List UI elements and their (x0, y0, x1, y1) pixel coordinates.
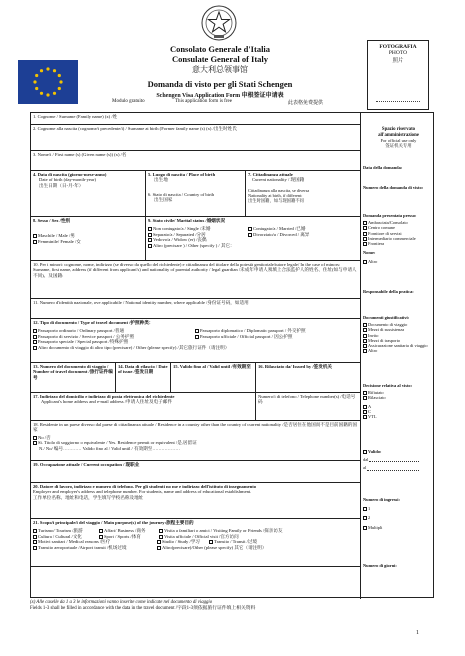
doc-insurance-label: Assicurazione sanitaria di viaggio (368, 343, 428, 349)
field-nat-birth-zh: 出生时国籍，如与现国籍不同 (248, 198, 304, 203)
entries-multiple-label: Multipli (368, 524, 383, 530)
field-cob-zh: 出生国家 (154, 197, 173, 203)
valid-from-label: dal (363, 457, 369, 463)
purpose-tourism-label: Turismo/ Tourism /旅游 (38, 528, 83, 534)
field-pob-label: 5. Luogo di nascita / Place of birth (148, 172, 216, 177)
doc-invitation-label: Invito (368, 332, 379, 338)
decision-a-label: A (368, 403, 372, 409)
purpose-business-checkbox[interactable] (99, 529, 103, 533)
field-date-of-issue-label: 14. Data di rilascio / Date of issue /签发日期 (118, 364, 168, 375)
field-telephone[interactable] (256, 393, 360, 421)
consulate-name-it: Consolato Generale d'Italia (169, 44, 271, 54)
official-decision-label: Decisione relativa al visto: (363, 383, 413, 388)
purpose-other-checkbox[interactable] (157, 546, 161, 550)
photo-label-en: PHOTO (388, 50, 408, 56)
marital-divorced-checkbox[interactable] (248, 233, 252, 237)
photo-box[interactable] (367, 40, 429, 110)
decision-refused-label: Rifiutato (368, 390, 384, 396)
sex-male-label: Maschile / Male /男 (38, 233, 75, 239)
doc-diplomatic-checkbox[interactable] (195, 329, 199, 333)
lodged-common-centre-label: Centro comune (368, 225, 395, 231)
lodged-name-label: Nome: (363, 250, 376, 256)
field-home-address-sub: Applicant's home address and e-mail address /申请人住址及电子邮件 (41, 399, 172, 405)
field-cob-label: 6. Stato di nascita / Country of birth (148, 191, 215, 197)
purpose-airport-transit-checkbox[interactable] (33, 546, 37, 550)
field-nat-birth-label: Cittadinanza alla nascita, se diversa (248, 187, 310, 193)
sex-male-checkbox[interactable] (33, 234, 37, 238)
eu-flag-icon (18, 60, 78, 104)
field-issued-by[interactable] (256, 363, 360, 393)
field-issued-by-label: 16. Rilasciato da/ Issued by /签发机关 (258, 364, 333, 369)
field-minor-label: 10. Per i minori: cognome, nome, indirizzo (se diverso da quello del richiedente) e cittadinanza del titolare della potestà genitoriale/tutore legale/ In the case of minors: Surname, first name, address (if different from applicant's) and nationality of parental authority / legal guardian /未成年申请人须填上合法监护人的姓名、住址(如与申请人不同)、及国籍: (33, 262, 357, 278)
doc-transport-label: Mezzi di trasporto (368, 337, 401, 343)
form-title-multi: Schengen Visa Application Form 申根签证申请表 (156, 93, 284, 99)
sex-female-checkbox[interactable] (33, 240, 37, 244)
field-home-address-label: 17. Indirizzo del domicilio e indirizzo di posta elettronica del richiedente (33, 394, 175, 399)
official-app-number-label: Numero della domanda di visto: (363, 185, 424, 190)
field-date-of-birth[interactable] (31, 171, 146, 217)
field-nationality-sub: Current nationality / 现国籍 (252, 177, 305, 183)
photo-label-zh: 照片 (392, 58, 404, 64)
official-title-en: For official use only (380, 138, 417, 144)
consulate-name-en: Consulate General of Italy (171, 54, 269, 64)
decision-c-label: C (368, 408, 371, 414)
field-doc-type-label: 12. Tipo di documento / Type of travel document /护照种类： (33, 320, 154, 325)
doc-official-checkbox[interactable] (195, 335, 199, 339)
field-surname-label: 1. Cognome / Surname (Family name) (x) /姓 (33, 114, 118, 119)
purpose-medical-label: Motivi sanitari / Medical reasons /医疗 (38, 539, 111, 545)
purpose-business-label: Affari/ Business /商务 (104, 528, 146, 534)
field-home-address[interactable] (31, 393, 256, 421)
doc-travel-label: Documento di viaggio (368, 322, 408, 328)
valid-from-input[interactable] (369, 461, 419, 462)
field-occupation-label: 19. Occupazione attuale / Current occupation / 现职业 (33, 462, 140, 467)
doc-ordinary-checkbox[interactable] (33, 329, 37, 333)
field-surname-at-birth[interactable] (31, 125, 360, 151)
field-place-of-birth[interactable] (146, 171, 246, 217)
residence-no-checkbox[interactable] (33, 436, 37, 440)
footnote-line-2: Fields 1-3 shall be filled in accordance with the data in the travel document /字段1-3须依据旅行证件填上相关资料 (30, 606, 256, 611)
lodged-border-label: Frontiera (368, 241, 385, 247)
entries-2-checkbox[interactable] (363, 516, 367, 520)
purpose-study-label: Studio / Study /学习 (162, 539, 200, 545)
free-note-zh: 此表格免费提供 (288, 101, 324, 106)
field-residence-label: 18. Residente in un paese diverso dal paese di cittadinanza attuale / Residence in a country other than the country of current nationality /是否居住在他国而不是目前国籍的国家 (33, 422, 358, 433)
purpose-transit-label: Transito / Transit /过境 (214, 539, 258, 545)
doc-special-checkbox[interactable] (33, 340, 37, 344)
purpose-cultural-label: Cultura / Cultural /文化 (38, 533, 83, 539)
application-form (30, 112, 434, 598)
decision-issued-checkbox[interactable] (363, 396, 367, 400)
purpose-sports-label: Sport / Sports /体育 (104, 533, 141, 539)
italian-emblem-icon (200, 4, 238, 42)
field-valid-until-label: 15. Valido fino al / Valid until /有效期至 (173, 364, 251, 369)
valid-to-input[interactable] (367, 470, 419, 471)
purpose-visit-checkbox[interactable] (159, 529, 163, 533)
doc-other-label: Altro documento di viaggio di altro tipo (precisare) / Other (please specify) /其它旅行证件（请注明） (38, 344, 230, 350)
decision-vtl-checkbox[interactable] (363, 415, 367, 419)
purpose-cultural-checkbox[interactable] (33, 535, 37, 539)
doc-special-label: Passaporto speciale / Special passport /特殊护照 (38, 339, 129, 345)
marital-single-label: Non coniugato/a / Single /未婚 (153, 226, 211, 232)
doc-service-label: Passaporto di servizio / Service passport / 公务护照 (38, 333, 135, 339)
purpose-medical-checkbox[interactable] (33, 540, 37, 544)
field-nationality[interactable] (246, 171, 360, 217)
doc-means-label: Mezzi di sussistenza (368, 327, 405, 333)
doc-invitation-checkbox[interactable] (363, 334, 367, 338)
doc-service-checkbox[interactable] (33, 335, 37, 339)
field-minor-guardian[interactable] (31, 261, 360, 299)
field-surname-at-birth-label: 2. Cognome alla nascita (cognome/i precedente/i) / Surname at birth (Former family name (s) (x) /出生时姓氏 (33, 126, 237, 131)
doc-other-side-label: Altro (368, 348, 378, 354)
purpose-other-label: Altro(precisare)/Other (please specify) 其它（请注明） (162, 544, 267, 550)
field-nationality-label: 7. Cittadinanza attuale (248, 172, 293, 177)
residence-no-label: No /否 (38, 434, 51, 440)
marital-single-checkbox[interactable] (148, 227, 152, 231)
entries-2-label: 2 (368, 515, 371, 521)
marital-widow-checkbox[interactable] (148, 238, 152, 242)
official-lodged-label: Domanda presentata presso: (363, 213, 417, 218)
photo-line (376, 101, 420, 102)
field-first-name-label: 3. Nome/i / First name (s) (Given name (s)) (x) /名 (33, 152, 127, 157)
marital-widow-label: Vedovo/a / Widow (er) /丧偶 (153, 237, 207, 243)
lodged-provider-checkbox[interactable] (363, 232, 367, 236)
entries-1-label: 1 (368, 506, 371, 512)
purpose-transit-checkbox[interactable] (209, 540, 213, 544)
purpose-visit-label: Visita a familiari o amici / Visiting Family or Friends /探亲访友 (164, 528, 283, 534)
sex-female-label: Femminile/ Female /女 (38, 238, 81, 244)
field-first-name[interactable] (31, 151, 360, 171)
decision-vtl-label: VTL (368, 414, 377, 420)
doc-official-label: Passaporto ufficiale / Official passport / 因公护照 (200, 333, 293, 339)
decision-issued-label: Rilasciato (368, 395, 386, 401)
field-occupation[interactable] (31, 461, 360, 483)
field-marital-label: 9. Stato civile/ Marital status /婚姻状况 (148, 218, 226, 223)
entries-1-checkbox[interactable] (363, 507, 367, 511)
purpose-study-checkbox[interactable] (157, 540, 161, 544)
marital-married-label: Coniugato/a / Married /已婚 (253, 226, 306, 232)
residence-yes-label: Sì. Titolo di soggiorno o equivalente / Yes. Residence permit or equivalent /是,居留证 (38, 440, 197, 446)
lodged-other-label: Altro (368, 259, 378, 265)
free-note-it: Modulo gratuito (112, 99, 145, 104)
valid-checkbox[interactable] (363, 450, 367, 454)
purpose-official-label: Visita ufficiale / Official visit /官方访问 (164, 533, 239, 539)
lodged-common-centre-checkbox[interactable] (363, 226, 367, 230)
official-use-column (360, 113, 435, 599)
official-date-label: Data della domanda: (363, 165, 403, 170)
field-employer-sub: Employer and employer's address and telephone number. For students, name and address of educational establishment. (33, 489, 252, 495)
marital-married-checkbox[interactable] (248, 227, 252, 231)
marital-separated-label: Separato/a / Separated /分居 (153, 231, 206, 237)
field-sex-label: 8. Sesso / Sex /性别 (33, 218, 71, 223)
page-number: 1 (416, 630, 419, 636)
field-sex (31, 217, 146, 261)
field-valid-until[interactable] (171, 363, 256, 393)
photo-label-it: FOTOGRAFIA (379, 44, 417, 50)
entries-label: Numero di ingressi: (363, 497, 400, 502)
field-national-id[interactable] (31, 299, 360, 319)
marital-other-checkbox[interactable] (148, 244, 152, 248)
valid-label: Valido: (368, 449, 382, 454)
field-dob-zh: 出生日期（日-月-年） (39, 182, 84, 188)
field-employer-label: 20. Datore di lavoro, indirizzo e numero di telefono. Per gli studenti no me e indirizzo dell'istituto di insegnamento (33, 484, 257, 489)
field-employer[interactable] (31, 483, 360, 519)
official-responsible-label: Responsabile della pratica: (363, 289, 414, 294)
marital-divorced-label: Divorziato/a / Divorced / 离异 (253, 231, 310, 237)
field-document-type (31, 319, 360, 363)
footnote-line-1: (x) Alle caselle da 1 a 3 le informazioni vanno inserite come indicate nel documento di viaggio (30, 600, 213, 605)
lodged-border-checkbox[interactable] (363, 242, 367, 246)
official-title-zh: 签证机关专用 (385, 143, 412, 149)
residence-permit-number[interactable]: N./ No/ 编号………… Valido fino al / Valid until / 有效期至……………… (39, 445, 180, 451)
decision-a-checkbox[interactable] (363, 405, 367, 409)
purpose-tourism-checkbox[interactable] (33, 529, 37, 533)
consulate-name-zh: 意大利总领事馆 (192, 65, 248, 74)
form-title-it: Domanda di visto per gli Stati Schengen (147, 79, 293, 89)
marital-separated-checkbox[interactable] (148, 233, 152, 237)
field-nat-birth-en: Nationality at birth, if different: (248, 192, 303, 198)
purpose-airport-transit-label: Transito aeroportuale /Airport transit /机场过境 (38, 544, 127, 550)
entries-multiple-checkbox[interactable] (363, 526, 367, 530)
official-title-it: Spazio riservato all'amministrazione (378, 127, 419, 138)
field-employer-zh: 工作单位名称、地址和电话，学生填写学校名称及地址 (33, 494, 144, 500)
field-telephone-label: Numero/i di telefono / Telephone number(s) /电话号码 (258, 394, 356, 405)
doc-ordinary-label: Passaporto ordinario / Ordinary passport /普通 (38, 328, 125, 334)
days-label: Numero di giorni: (363, 563, 397, 568)
field-date-of-issue[interactable] (116, 363, 171, 393)
field-travel-doc-number[interactable] (31, 363, 116, 393)
official-docs-label: Documenti giustificativi: (363, 315, 410, 320)
marital-other-label: Altro (precisare ) / Other (specify ) / 其它： (153, 242, 235, 248)
field-pob-zh: 出生地 (154, 177, 168, 183)
doc-other-side-checkbox[interactable] (363, 349, 367, 353)
lodged-provider-label: Fornitore di servizi (368, 230, 402, 236)
footnote (30, 600, 434, 612)
field-purpose (31, 519, 360, 567)
doc-means-checkbox[interactable] (363, 328, 367, 332)
field-surname[interactable] (31, 113, 360, 125)
field-travel-doc-number-label: 13. Numero del documento di viaggio / Number of travel document /旅行证件编号 (33, 364, 113, 380)
doc-diplomatic-label: Passaporto diplomatico / Diplomatic passport / 外交护照 (200, 328, 306, 334)
lodged-intermediary-label: Intermediario commerciale (368, 235, 416, 241)
doc-other-checkbox[interactable] (33, 346, 37, 350)
field-national-id-label: 11. Numero d'identità nazionale, ove applicabile / National identity number, where applicable /身份证号码，如适用 (33, 300, 249, 305)
field-dob-sub: Date of birth (day-month-year) (39, 177, 97, 183)
field-dob-label: 4. Data di nascita (giorno-mese-anno) (33, 172, 107, 177)
field-purpose-label: 21. Scopo/i principale/i del viaggio / Main purpose(s) of the journey:旅程主要目的 (33, 520, 194, 525)
lodged-other-checkbox[interactable] (363, 260, 367, 264)
free-note-en: This application form is free (175, 99, 232, 104)
lodged-embassy-label: Ambasciata/Consolato (368, 220, 408, 226)
residence-yes-checkbox[interactable] (33, 441, 37, 445)
valid-to-label: al (363, 465, 367, 471)
field-residence (31, 421, 360, 461)
field-marital-status (146, 217, 360, 261)
